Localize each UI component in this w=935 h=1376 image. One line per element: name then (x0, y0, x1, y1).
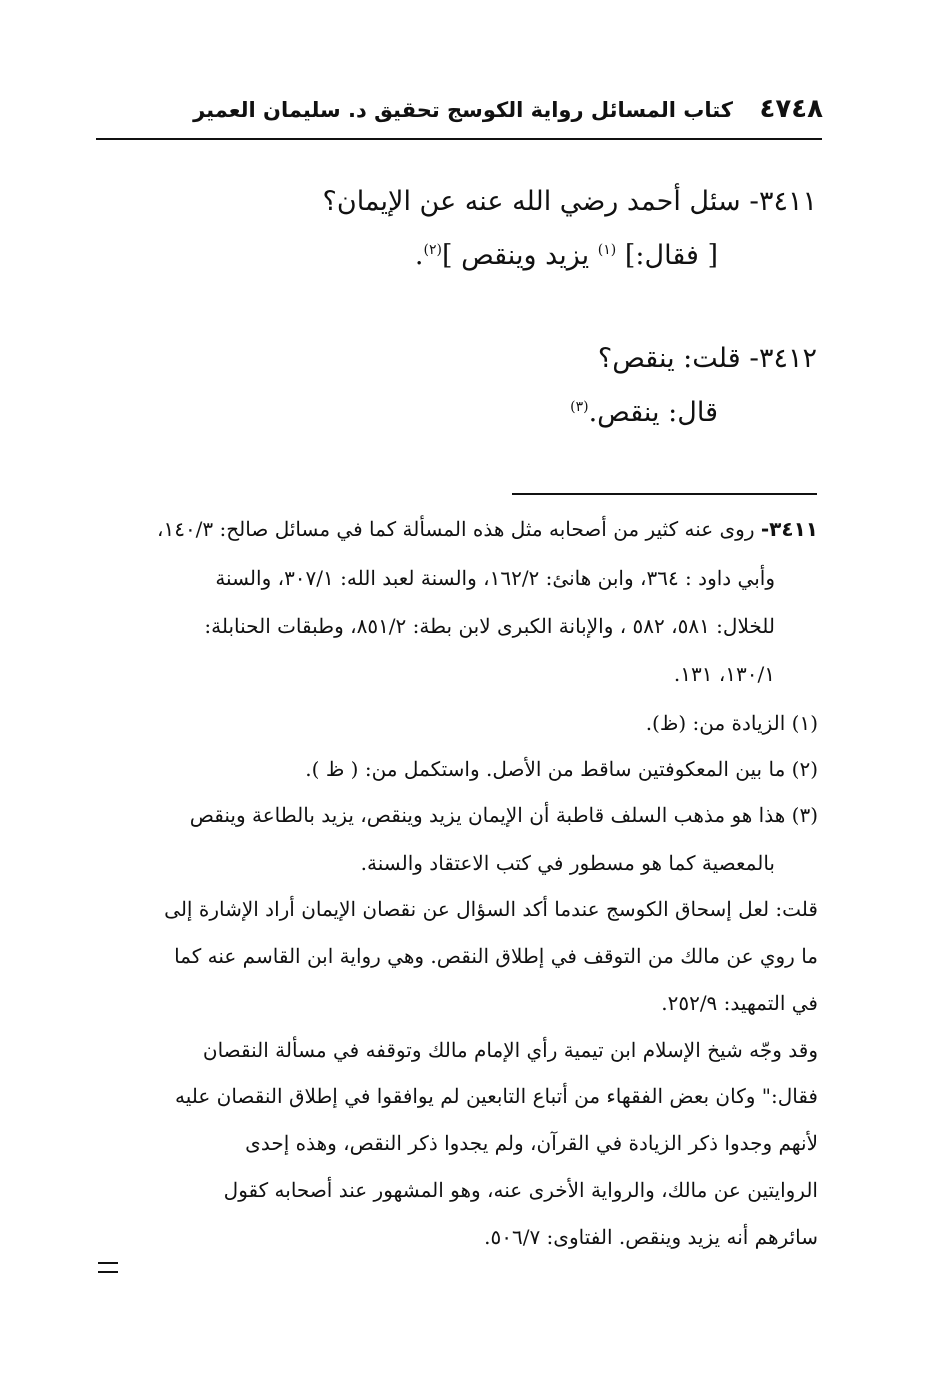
footnote-line (157, 517, 818, 541)
question-text: قلت: ينقص؟ (597, 343, 741, 374)
question-number: ٣٤١٢- (749, 343, 817, 374)
footnote-line: قلت: لعل إسحاق الكوسج عندما أكد السؤال عن نقصان الإيمان أراد الإشارة إلى (164, 897, 818, 921)
header-divider (96, 138, 822, 140)
footnote-ref: (٣) (570, 399, 589, 415)
footnote-line: بالمعصية كما هو مسطور في كتب الاعتقاد والسنة. (360, 851, 775, 875)
footnote-number: ٣٤١١- (760, 517, 818, 541)
answer-text: يزيد وينقص ] (441, 240, 590, 271)
running-header-title: كتاب المسائل رواية الكوسج تحقيق د. سليمان العمير (193, 98, 733, 122)
footnote-line: (٢) ما بين المعكوفتين ساقط من الأصل. واستكمل من: ( ظ ). (305, 757, 818, 781)
question-text: سئل أحمد رضي الله عنه عن الإيمان؟ (322, 186, 741, 217)
continuation-mark (98, 1262, 118, 1273)
question-3411-line2 (415, 240, 718, 271)
page-number: ٤٧٤٨ (759, 94, 823, 124)
question-3412-line2 (570, 397, 718, 428)
footnote-line: في التمهيد: ٢٥٢/٩. (661, 991, 818, 1015)
footnote-line: للخلال: ٥٨١، ٥٨٢ ، والإبانة الكبرى لابن بطة: ٨٥١/٢، وطبقات الحنابلة: (204, 614, 775, 638)
footnote-line: (١) الزيادة من: (ظ). (645, 711, 818, 735)
question-number: ٣٤١١- (749, 186, 817, 217)
answer-prefix: [ فقال:] (624, 240, 718, 271)
footnote-line: (٣) هذا هو مذهب السلف قاطبة أن الإيمان يزيد وينقص، يزيد بالطاعة وينقص (189, 803, 818, 827)
footnote-line: وأبي داود : ٣٦٤، وابن هانئ: ١٦٢/٢، والسنة لعبد الله: ٣٠٧/١، والسنة (215, 566, 775, 590)
question-3412-line1 (598, 343, 817, 374)
footnote-text: روى عنه كثير من أصحابه مثل هذه المسألة كما في مسائل صالح: ١٤٠/٣، (156, 517, 755, 541)
footnote-line: وقد وجّه شيخ الإسلام ابن تيمية رأي الإمام مالك وتوقفه في مسألة النقصان (202, 1038, 818, 1062)
footnote-line: لأنهم وجدوا ذكر الزيادة في القرآن، ولم يجدوا ذكر النقص، وهذه إحدى (245, 1131, 818, 1155)
question-3411-line1 (323, 186, 817, 217)
footnote-ref: (٢) (423, 242, 442, 258)
footnote-line: فقال:" وكان بعض الفقهاء من أتباع التابعين لم يوافقوا في إطلاق النقصان عليه (174, 1084, 818, 1108)
footnote-line: الروايتين عن مالك، والرواية الأخرى عنه، وهو المشهور عند أصحابه كقول (223, 1178, 818, 1202)
footnote-line: سائرهم أنه يزيد وينقص. الفتاوى: ٥٠٦/٧. (484, 1225, 818, 1249)
footnote-line: ١٣٠/١، ١٣١. (673, 662, 775, 686)
answer-period: . (414, 240, 424, 271)
footnote-ref: (١) (597, 242, 617, 258)
footnote-divider (512, 493, 817, 495)
footnote-line: ما روي عن مالك من التوقف في إطلاق النقص. وهي رواية ابن القاسم عنه كما (174, 944, 818, 968)
answer-text: قال: ينقص. (588, 397, 718, 428)
